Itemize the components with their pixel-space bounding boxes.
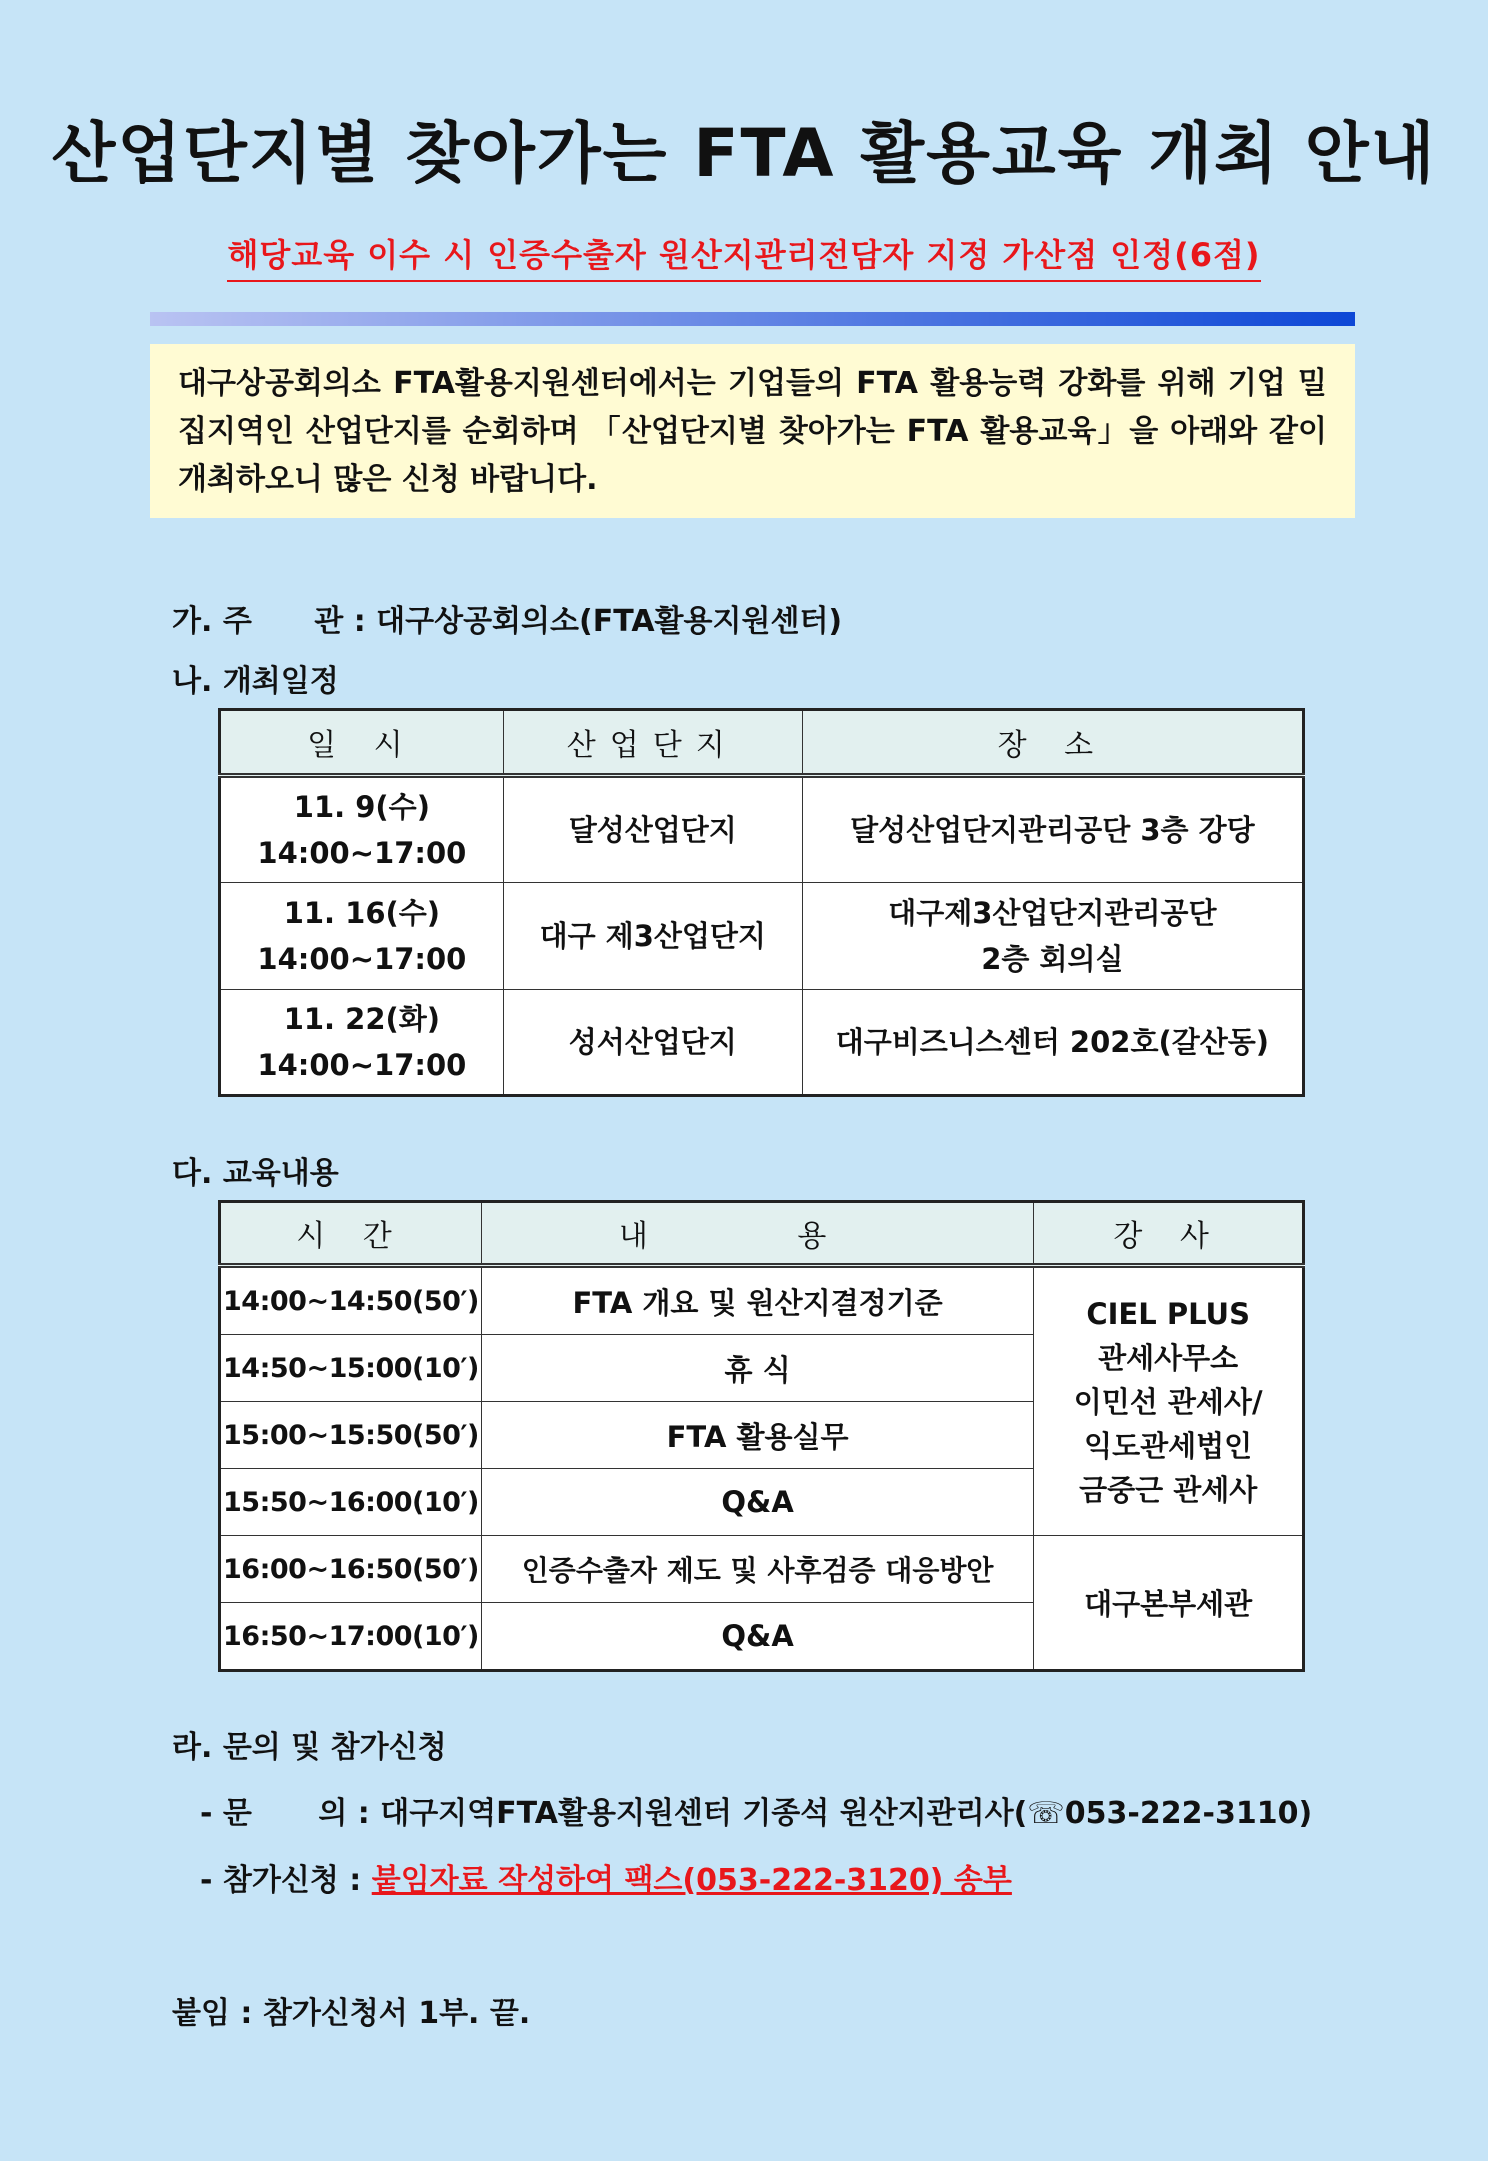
host-label-b: 관 : bbox=[314, 604, 366, 639]
attachment-note: 붙임 : 참가신청서 1부. 끝. bbox=[172, 1996, 531, 2031]
content-time: 15:00~15:50(50′) bbox=[220, 1402, 482, 1469]
content-time: 16:00~16:50(50′) bbox=[220, 1536, 482, 1603]
table-row bbox=[220, 990, 1304, 1096]
schedule-table bbox=[218, 708, 1305, 1097]
inquiry-value: 대구지역FTA활용지원센터 기종석 원산지관리사(☏053-222-3110) bbox=[380, 1796, 1313, 1831]
schedule-header-complex: 산업단지 bbox=[503, 710, 802, 776]
lecturer-cell: 대구본부세관 bbox=[1034, 1536, 1304, 1671]
content-topic: Q&A bbox=[481, 1469, 1033, 1536]
schedule-time: 14:00~17:00 bbox=[257, 942, 467, 976]
lecturer-line: 금중근 관세사 bbox=[1079, 1472, 1258, 1507]
host-value: 대구상공회의소(FTA활용지원센터) bbox=[376, 604, 843, 639]
schedule-complex: 대구 제3산업단지 bbox=[503, 883, 802, 990]
inquiry-label-b: 의 : bbox=[318, 1796, 370, 1831]
apply-label: - 참가신청 : bbox=[200, 1863, 362, 1898]
host-line bbox=[172, 596, 842, 640]
schedule-header-place: 장 소 bbox=[802, 710, 1303, 776]
lecturer-line: CIEL PLUS bbox=[1086, 1296, 1250, 1331]
content-table bbox=[218, 1200, 1305, 1672]
content-header-time: 시 간 bbox=[220, 1202, 482, 1266]
schedule-datetime bbox=[220, 883, 504, 990]
content-time: 15:50~16:00(10′) bbox=[220, 1469, 482, 1536]
content-time: 14:00~14:50(50′) bbox=[220, 1266, 482, 1335]
content-topic: FTA 개요 및 원산지결정기준 bbox=[481, 1266, 1033, 1335]
schedule-place bbox=[802, 883, 1303, 990]
schedule-datetime bbox=[220, 776, 504, 883]
lecturer-line: 이민선 관세사/ bbox=[1073, 1384, 1263, 1419]
content-time: 16:50~17:00(10′) bbox=[220, 1603, 482, 1671]
inquiry-line bbox=[200, 1788, 1312, 1832]
schedule-heading: 나. 개최일정 bbox=[172, 664, 339, 699]
content-topic: 인증수출자 제도 및 사후검증 대응방안 bbox=[481, 1536, 1033, 1603]
intro-box: 대구상공회의소 FTA활용지원센터에서는 기업들의 FTA 활용능력 강화를 위해 기업 밀집지역인 산업단지를 순회하며 「산업단지별 찾아가는 FTA 활용교육」을 아래와 같이 개최하오니 많은 신청 바랍니다. bbox=[150, 344, 1355, 518]
inquiry-label-a: - 문 bbox=[200, 1796, 252, 1831]
table-row bbox=[220, 1266, 1304, 1335]
content-topic: 휴 식 bbox=[481, 1335, 1033, 1402]
apply-line bbox=[200, 1855, 1012, 1899]
schedule-place-line: 대구비즈니스센터 202호(갈산동) bbox=[835, 1025, 1270, 1059]
schedule-place bbox=[802, 776, 1303, 883]
content-header-topic: 내 용 bbox=[481, 1202, 1033, 1266]
lecturer-cell bbox=[1034, 1266, 1304, 1536]
divider-bar bbox=[150, 312, 1355, 326]
table-row bbox=[220, 883, 1304, 990]
schedule-place bbox=[802, 990, 1303, 1096]
schedule-place-line: 대구제3산업단지관리공단 bbox=[888, 896, 1217, 930]
schedule-header-date: 일 시 bbox=[220, 710, 504, 776]
schedule-date: 11. 22(화) bbox=[283, 1002, 441, 1036]
schedule-datetime bbox=[220, 990, 504, 1096]
content-header-lecturer: 강 사 bbox=[1034, 1202, 1304, 1266]
schedule-time: 14:00~17:00 bbox=[257, 836, 467, 870]
content-heading: 다. 교육내용 bbox=[172, 1156, 339, 1191]
schedule-complex: 달성산업단지 bbox=[503, 776, 802, 883]
apply-value: 붙임자료 작성하여 팩스(053-222-3120) 송부 bbox=[371, 1863, 1012, 1898]
content-topic: FTA 활용실무 bbox=[481, 1402, 1033, 1469]
schedule-place-line: 달성산업단지관리공단 3층 강당 bbox=[850, 813, 1255, 847]
page-title: 산업단지별 찾아가는 FTA 활용교육 개최 안내 bbox=[51, 115, 1437, 192]
schedule-date: 11. 16(수) bbox=[283, 896, 441, 930]
content-topic: Q&A bbox=[481, 1603, 1033, 1671]
table-row bbox=[220, 1536, 1304, 1603]
lecturer-line: 익도관세법인 bbox=[1084, 1428, 1253, 1463]
schedule-time: 14:00~17:00 bbox=[257, 1048, 467, 1082]
content-time: 14:50~15:00(10′) bbox=[220, 1335, 482, 1402]
schedule-date: 11. 9(수) bbox=[293, 790, 430, 824]
schedule-complex: 성서산업단지 bbox=[503, 990, 802, 1096]
contact-heading: 라. 문의 및 참가신청 bbox=[172, 1730, 447, 1765]
host-label-a: 가. 주 bbox=[172, 604, 252, 639]
table-row bbox=[220, 776, 1304, 883]
lecturer-line: 관세사무소 bbox=[1098, 1340, 1239, 1375]
subtitle: 해당교육 이수 시 인증수출자 원산지관리전담자 지정 가산점 인정(6점) bbox=[227, 230, 1260, 282]
schedule-place-line: 2층 회의실 bbox=[981, 942, 1124, 976]
